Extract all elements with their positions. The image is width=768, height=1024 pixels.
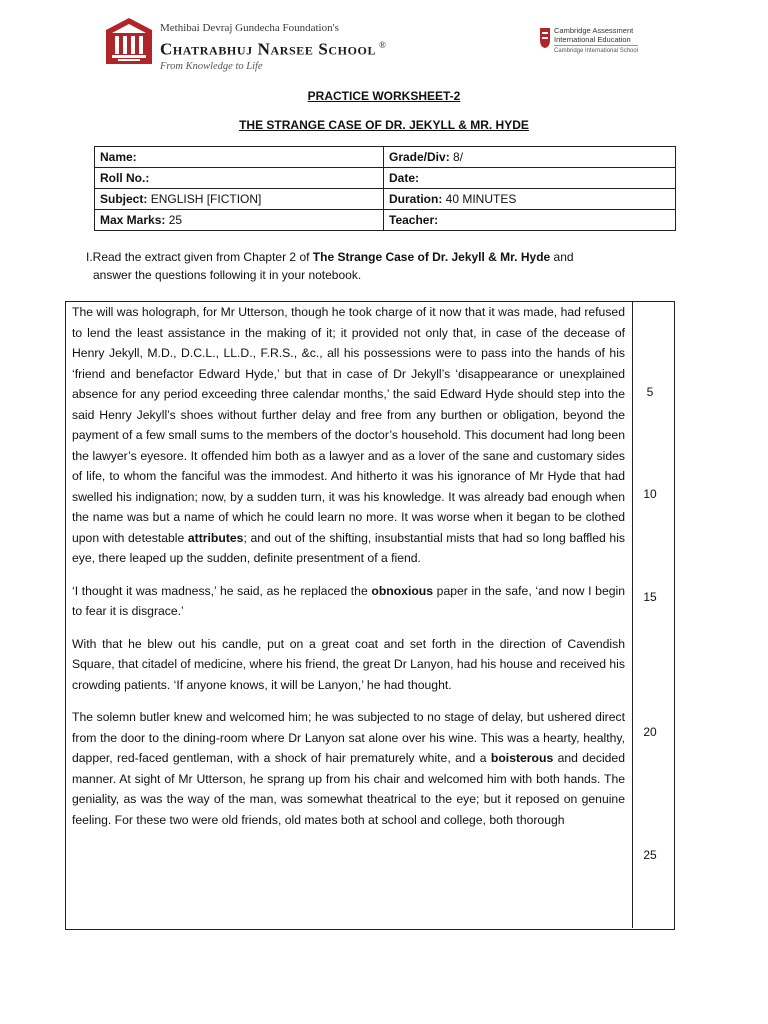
duration-value: 40 MINUTES — [445, 192, 517, 206]
passage-paragraph-4 — [72, 707, 625, 830]
line-number-15: 15 — [643, 590, 657, 604]
marks-label: Max Marks: — [100, 213, 166, 227]
duration-label: Duration: — [389, 192, 443, 206]
instruction-book-title: The Strange Case of Dr. Jekyll & Mr. Hyde — [312, 250, 551, 264]
school-crest-icon — [104, 16, 154, 66]
passage-text: The will was holograph, for Mr Utterson, though he took charge of it now that it was made, had refused to lend the least assistance in the making of it; it provided not only that, in case of the decease of Henry Jekyll, M.D., D.C.L., LL.D., F.R.S., &c., all his possessions were to pass into the hands of his ‘friend and benefactor Edward Hyde,’ but that in case of Dr Jekyll’s ‘disappearance or unexplained absence for any period exceeding three calendar months,’ the said Edward Hyde should step into the said Henry Jekyll’s shoes without further delay and free from any burthen or obligation, beyond the payment of a few small sums to the members of the doctor’s household. This document had long been the lawyer’s eyesore. It offended him both as a lawyer and as a lover of the sane and customary sides of life, to whom the fanciful was the immodest. And hitherto it was his ignorance of Mr Hyde that had swelled his indignation; now, by a sudden turn, it was his knowledge. It was already bad enough when the name was but a name of which he could learn no more. It was worse when it began to be clothed upon with detestable — [72, 305, 625, 545]
cambridge-sub: Cambridge International School — [554, 45, 638, 56]
passage-text: The solemn butler knew and welcomed him; he was subjected to no stage of delay, but ushered direct from the door to the dining-room where Dr Lanyon sat alone over his wine. This was a hearty, healthy, dapper, red-faced gentleman, with a shock of hair prematurely white, and a — [72, 710, 625, 765]
cambridge-branding — [554, 26, 638, 56]
vocab-attributes: attributes — [187, 530, 244, 545]
cambridge-line1: Cambridge Assessment — [554, 26, 634, 35]
instruction-suffix: and — [550, 250, 574, 264]
extract-passage — [72, 302, 625, 842]
school-branding — [160, 22, 387, 73]
passage-text: ; and out of the shifting, insubstantial mists that had so long baffled his eye, there leaped up the sudden, definite presentment of a fiend. — [72, 530, 625, 565]
subject-cell — [95, 189, 384, 210]
instruction-line1 — [86, 248, 686, 266]
instruction-line2: answer the questions following it in your notebook. — [93, 268, 362, 282]
passage-paragraph-2 — [72, 581, 625, 622]
duration-cell — [384, 189, 676, 210]
grade-value: 8/ — [453, 150, 464, 164]
instruction-prefix: I.Read the extract given from Chapter 2 of — [86, 250, 313, 264]
marks-value: 25 — [168, 213, 183, 227]
grade-label: Grade/Div: — [389, 150, 450, 164]
marks-cell — [95, 210, 384, 231]
line-number-25: 25 — [643, 848, 657, 862]
student-info-table — [94, 146, 676, 231]
school-name — [160, 35, 387, 60]
roll-label: Roll No.: — [100, 171, 150, 185]
foundation-name: Methibai Devraj Gundecha Foundation's — [160, 22, 339, 34]
worksheet-title: PRACTICE WORKSHEET-2 — [307, 89, 461, 103]
passage-text: and decided manner. At sight of Mr Utterson, he sprang up from his chair and welcomed him with both hands. The geniality, as was the way of the man, was somewhat theatrical to the eye; but it reposed on genuine feeling. For these two were old friends, old mates both at school and college, both thorough — [72, 751, 625, 827]
passage-paragraph-3: With that he blew out his candle, put on a great coat and set forth in the direction of Cavendish Square, that citadel of medicine, where his friend, the great Dr Lanyon, had his house and received his crowding patients. ‘If anyone knows, it will be Lanyon,’ he had thought. — [72, 636, 625, 692]
cambridge-line2: International Education — [554, 35, 631, 44]
line-number-5: 5 — [646, 385, 654, 399]
page-header — [0, 0, 768, 80]
line-number-20: 20 — [643, 725, 657, 739]
registered-mark: ® — [379, 40, 387, 50]
subject-value: ENGLISH [FICTION] — [150, 192, 262, 206]
table-row — [95, 189, 676, 210]
table-row — [95, 147, 676, 168]
vocab-obnoxious: obnoxious — [371, 583, 434, 598]
passage-paragraph-1 — [72, 302, 625, 569]
cambridge-shield-icon — [539, 27, 551, 49]
table-row — [95, 210, 676, 231]
date-cell[interactable] — [384, 168, 676, 189]
instruction-text — [86, 248, 686, 284]
passage-text: paper in the safe, ‘and now I begin to fear it is disgrace.’ — [72, 583, 625, 618]
date-label: Date: — [389, 171, 420, 185]
teacher-cell[interactable] — [384, 210, 676, 231]
teacher-label: Teacher: — [389, 213, 439, 227]
grade-cell[interactable] — [384, 147, 676, 168]
book-title: THE STRANGE CASE OF DR. JEKYLL & MR. HYDE — [239, 118, 529, 132]
vocab-boisterous: boisterous — [490, 751, 554, 765]
roll-cell[interactable] — [95, 168, 384, 189]
table-row — [95, 168, 676, 189]
name-cell[interactable] — [95, 147, 384, 168]
school-name-text: Chatrabhuj Narsee School — [160, 39, 377, 59]
name-label: Name: — [100, 150, 137, 164]
passage-text: ‘I thought it was madness,’ he said, as he replaced the — [72, 583, 372, 598]
subject-label: Subject: — [100, 192, 148, 206]
school-tagline: From Knowledge to Life — [160, 60, 263, 72]
line-number-10: 10 — [643, 487, 657, 501]
